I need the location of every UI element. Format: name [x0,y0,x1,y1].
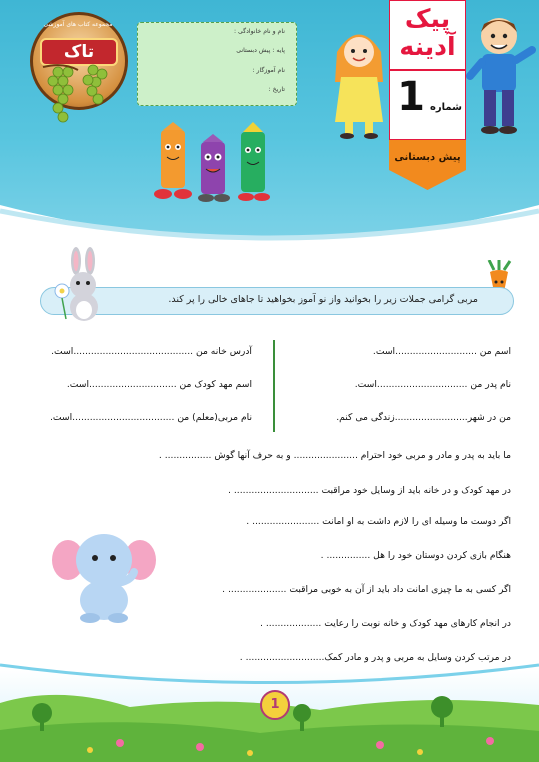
sentence-4: هنگام بازی کردن دوستان خود را هل ............... . [320,550,511,561]
grapes-icon [38,62,118,142]
info-name-line: نام و نام خانوادگی : [233,28,285,35]
form-home-address: آدرس خانه من .........................................است. [51,346,252,357]
logo-series-text: مجموعه کتاب های آموزشی [43,21,113,28]
sentence-1: ما باید به پدر و مادر و مربی خود احترام ...................... و به حرف آنها گوش ................ . [158,450,511,461]
form-kindergarten-name: اسم مهد کودک من ..............................است. [66,379,252,390]
info-teacher-line: نام آموزگار : [252,67,285,74]
sentence-6: در انجام کارهای مهد کودک و خانه نوبت را رعایت ................... . [259,618,511,629]
issue-label: شماره [430,102,462,113]
banner-title-line2: آدینه [399,32,456,61]
form-my-name: اسم من ............................است. [372,346,511,357]
instruction-text: مربی گرامی جملات زیر را بخوانید واز نو آموز بخواهید تا جاهای خالی را پر کند. [168,294,478,305]
banner-title-line1: پیک [404,4,451,33]
sentence-7: در مرتب کردن وسایل به مربی و پدر و مادر کمک........................... . [239,652,511,663]
issue-number: 1 [397,74,425,120]
page-number-badge: 1 [260,690,290,720]
sentence-5: اگر کسی به ما چیزی امانت داد باید از آن به خوبی مراقبت .................... . [222,584,511,595]
grade-label: پیش دبستانی [394,152,461,163]
sentence-3: اگر دوست ما وسیله ای را لازم داشت به او امانت ....................... . [246,516,511,527]
bunny-illustration [50,247,114,327]
logo-brand: تاک [40,38,118,66]
form-city: من در شهر.........................زندگی می کنم. [336,412,511,423]
info-grade-line: پایه : پیش دبستانی [236,47,285,54]
form-column-divider [273,340,275,432]
girl-character-illustration [327,22,391,140]
sentence-2: در مهد کودک و در خانه باید از وسایل خود مراقبت ............................. . [228,485,511,496]
elephant-illustration [52,524,164,624]
crayon-characters-illustration [143,122,293,212]
boy-character-illustration [466,10,536,140]
form-father-name: نام پدر من ...............................است. [354,379,511,390]
form-teacher-name: نام مربی(معلم) من ...................................است. [49,412,252,423]
info-date-line: تاریخ : [268,86,285,93]
